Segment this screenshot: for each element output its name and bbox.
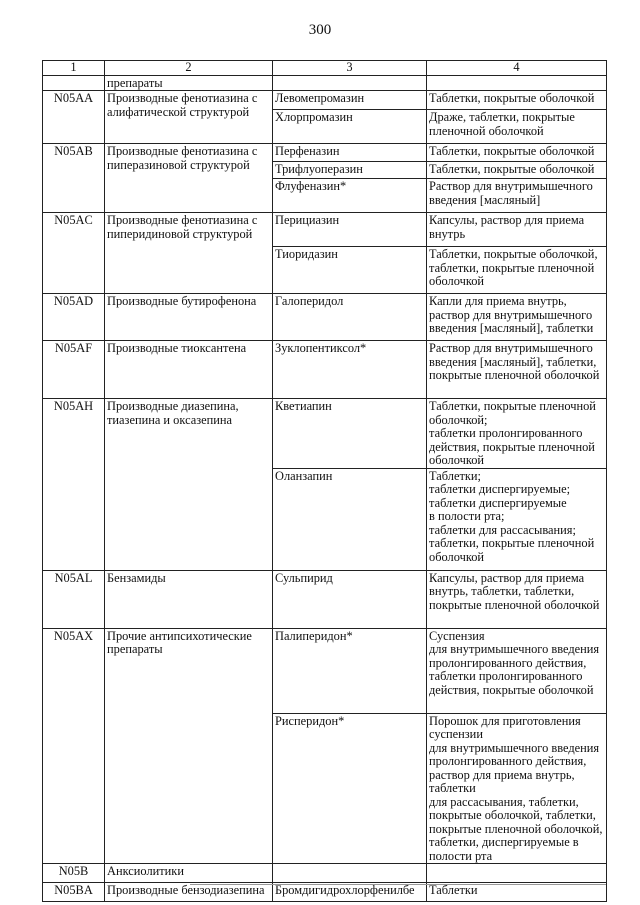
column-number: 3 bbox=[273, 61, 427, 76]
page-number: 300 bbox=[308, 22, 332, 38]
drug-name-cell: Галоперидол bbox=[273, 294, 427, 341]
drug-name-cell: Палиперидон* bbox=[273, 628, 427, 713]
group-name-cell: Прочие антипсихотические препараты bbox=[105, 628, 273, 864]
dosage-form-cell bbox=[427, 864, 607, 883]
group-name-cell: Анксиолитики bbox=[105, 864, 273, 883]
group-name-cell: Бензамиды bbox=[105, 570, 273, 628]
group-name-cell: Производные фенотиазина с алифатической структурой bbox=[105, 91, 273, 144]
dosage-form-cell: Суспензия для внутримышечного введения пролонгированного действия, таблетки пролонгированного действия, покрытые оболочкой bbox=[427, 628, 607, 713]
dosage-form-cell: Раствор для внутримышечного введения [масляный], таблетки, покрытые пленочной оболочкой bbox=[427, 341, 607, 399]
atc-code-cell: N05AX bbox=[43, 628, 105, 864]
column-number: 2 bbox=[105, 61, 273, 76]
atc-code-cell bbox=[43, 75, 105, 91]
group-name-cell: Производные фенотиазина с пиперидиновой структурой bbox=[105, 213, 273, 294]
table-row bbox=[43, 144, 607, 162]
table-row bbox=[43, 628, 607, 713]
drug-name-cell: Тиоридазин bbox=[273, 247, 427, 294]
drug-name-cell bbox=[273, 864, 427, 883]
table-row bbox=[43, 91, 607, 110]
column-number: 4 bbox=[427, 61, 607, 76]
dosage-form-cell: Таблетки, покрытые пленочной оболочкой; таблетки пролонгированного действия, покрытые пленочной оболочкой bbox=[427, 399, 607, 469]
drug-name-cell bbox=[273, 75, 427, 91]
group-name-cell: препараты bbox=[105, 75, 273, 91]
drug-name-cell: Левомепромазин bbox=[273, 91, 427, 110]
atc-code-cell: N05BA bbox=[43, 883, 105, 902]
table-row bbox=[43, 294, 607, 341]
dosage-form-cell: Таблетки; таблетки диспергируемые; таблетки диспергируемые в полости рта; таблетки для рассасывания; таблетки, покрытые пленочной оболочкой bbox=[427, 468, 607, 570]
dosage-form-cell: Капсулы, раствор для приема внутрь bbox=[427, 213, 607, 247]
atc-code-cell: N05AC bbox=[43, 213, 105, 294]
drug-name-cell: Рисперидон* bbox=[273, 713, 427, 864]
atc-code-cell: N05AL bbox=[43, 570, 105, 628]
column-number: 1 bbox=[43, 61, 105, 76]
drug-name-cell: Зуклопентиксол* bbox=[273, 341, 427, 399]
atc-code-cell: N05AH bbox=[43, 399, 105, 571]
table-row bbox=[43, 399, 607, 469]
dosage-form-cell: Раствор для внутримышечного введения [масляный] bbox=[427, 179, 607, 213]
dosage-form-cell bbox=[427, 75, 607, 91]
dosage-form-cell: Таблетки, покрытые оболочкой bbox=[427, 144, 607, 162]
table-row bbox=[43, 864, 607, 883]
dosage-form-cell: Таблетки bbox=[427, 883, 607, 902]
column-number-row bbox=[43, 61, 607, 76]
group-name-cell: Производные бутирофенона bbox=[105, 294, 273, 341]
atc-code-cell: N05AD bbox=[43, 294, 105, 341]
dosage-form-cell: Капсулы, раствор для приема внутрь, таблетки, таблетки, покрытые пленочной оболочкой bbox=[427, 570, 607, 628]
atc-code-cell: N05AA bbox=[43, 91, 105, 144]
drug-name-cell: Сульпирид bbox=[273, 570, 427, 628]
drug-name-cell: Перфеназин bbox=[273, 144, 427, 162]
group-name-cell: Производные бензодиазепина bbox=[105, 883, 273, 902]
drug-name-cell: Кветиапин bbox=[273, 399, 427, 469]
group-name-cell: Производные фенотиазина с пиперазиновой структурой bbox=[105, 144, 273, 213]
drug-name-cell: Бромдигидрохлорфенилбе bbox=[273, 883, 427, 902]
drug-table bbox=[42, 60, 607, 902]
table-row bbox=[43, 75, 607, 91]
drug-name-cell: Перициазин bbox=[273, 213, 427, 247]
table-row bbox=[43, 570, 607, 628]
dosage-form-cell: Таблетки, покрытые оболочкой bbox=[427, 91, 607, 110]
atc-code-cell: N05AB bbox=[43, 144, 105, 213]
table-continuation-line bbox=[190, 884, 606, 885]
drug-name-cell: Флуфеназин* bbox=[273, 179, 427, 213]
table-row bbox=[43, 213, 607, 247]
atc-code-cell: N05B bbox=[43, 864, 105, 883]
group-name-cell: Производные диазепина, тиазепина и оксазепина bbox=[105, 399, 273, 571]
atc-code-cell: N05AF bbox=[43, 341, 105, 399]
drug-name-cell: Хлорпромазин bbox=[273, 110, 427, 144]
dosage-form-cell: Драже, таблетки, покрытые пленочной оболочкой bbox=[427, 110, 607, 144]
table-row bbox=[43, 341, 607, 399]
dosage-form-cell: Таблетки, покрытые оболочкой, таблетки, покрытые пленочной оболочкой bbox=[427, 247, 607, 294]
drug-name-cell: Оланзапин bbox=[273, 468, 427, 570]
dosage-form-cell: Таблетки, покрытые оболочкой bbox=[427, 162, 607, 179]
table-row bbox=[43, 883, 607, 902]
drug-name-cell: Трифлуоперазин bbox=[273, 162, 427, 179]
dosage-form-cell: Капли для приема внутрь, раствор для внутримышечного введения [масляный], таблетки bbox=[427, 294, 607, 341]
group-name-cell: Производные тиоксантена bbox=[105, 341, 273, 399]
dosage-form-cell: Порошок для приготовления суспензии для внутримышечного введения пролонгированного действия, раствор для приема внутрь, таблетки для рассасывания, таблетки, покрытые оболочкой, таблетки, покрытые пленочной оболочкой, таблетки, диспергируемые в полости рта bbox=[427, 713, 607, 864]
